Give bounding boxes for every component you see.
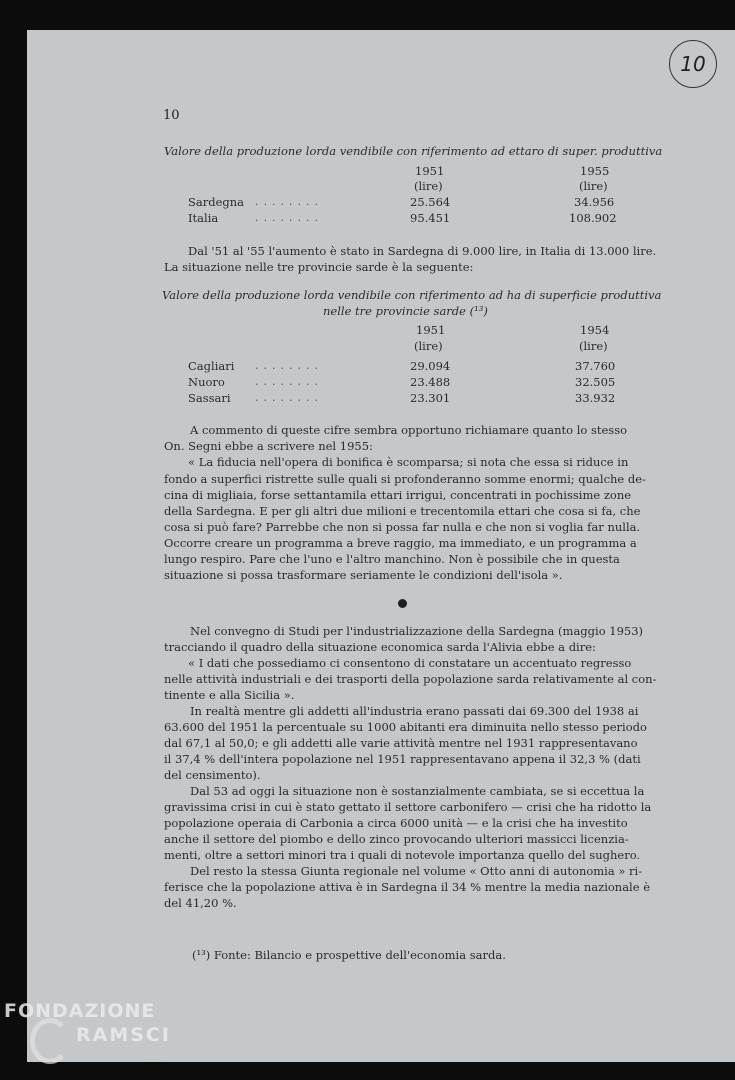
table1-row-value2: 108.902 (569, 211, 617, 225)
table2-col2-year: 1954 (580, 323, 610, 337)
text-line: Del resto la stessa Giunta regionale nel volume « Otto anni di autonomia » ri- (190, 864, 643, 878)
table2-row-leader: ........ (255, 391, 323, 404)
table2-row-value1: 23.301 (410, 391, 451, 405)
text-line: menti, oltre a settori minori tra i quali di notevole importanza quello del sughero. (164, 848, 641, 862)
table2-row-value1: 23.488 (410, 375, 451, 389)
table2-title-line2: nelle tre provincie sarde (¹³) (323, 304, 488, 318)
table1-col1-unit: (lire) (414, 179, 443, 193)
text-line: della Sardegna. E per gli altri due milioni e trecentomila ettari che cosa si fa, che (164, 504, 641, 518)
table1-row-value1: 25.564 (410, 195, 451, 209)
text-line: In realtà mentre gli addetti all'industria erano passati dai 69.300 del 1938 ai (190, 704, 639, 718)
table1-col1-year: 1951 (415, 164, 445, 178)
table2-row-label: Nuoro (188, 375, 225, 389)
watermark-suffix: onlus (146, 1052, 171, 1062)
text-line: La situazione nelle tre provincie sarde è la seguente: (164, 260, 474, 274)
text-line: fondo a superfici ristrette sulle quali si profonderanno somme enormi; qualche de- (164, 472, 646, 486)
table1-row-leader: ........ (255, 211, 323, 224)
text-line: A commento di queste cifre sembra opportuno richiamare quanto lo stesso (190, 423, 628, 437)
text-line: Dal '51 al '55 l'aumento è stato in Sardegna di 9.000 lire, in Italia di 13.000 lire. (188, 244, 657, 258)
text-line: Dal 53 ad oggi la situazione non è sostanzialmente cambiata, se si eccettua la (190, 784, 645, 798)
text-line: il 37,4 % dell'intera popolazione nel 1951 rappresentavano appena il 32,3 % (dati (164, 752, 641, 766)
table1-row-label: Sardegna (188, 195, 245, 209)
table1-row-value2: 34.956 (574, 195, 615, 209)
handwritten-page-number: 10 (669, 40, 717, 88)
table2-row-value1: 29.094 (410, 359, 451, 373)
table1-col2-unit: (lire) (579, 179, 608, 193)
footnote: (¹³) Fonte: Bilancio e prospettive dell'economia sarda. (192, 948, 506, 962)
text-line: nelle attività industriali e dei trasporti della popolazione sarda relativamente al con- (164, 672, 657, 686)
text-line: cosa si può fare? Parrebbe che non si possa far nulla e che non si voglia far nulla. (164, 520, 641, 534)
table2-title: Valore della produzione lorda vendibile con riferimento ad ha di superficie produttiva (162, 288, 662, 302)
watermark-logo-line2: RAMSCI (76, 1024, 171, 1046)
text-line: lungo respiro. Pare che l'uno e l'altro manchino. Non è possibile che in questa (164, 552, 620, 566)
document-page (27, 30, 735, 1062)
text-line: gravissima crisi in cui è stato gettato il settore carbonifero — crisi che ha ridotto la (164, 800, 652, 814)
text-line: Occorre creare un programma a breve raggio, ma immediato, e un programma a (164, 536, 637, 550)
table2-row-label: Sassari (188, 391, 231, 405)
text-line: On. Segni ebbe a scrivere nel 1955: (164, 439, 373, 453)
table2-col1-year: 1951 (416, 323, 446, 337)
table1-title: Valore della produzione lorda vendibile con riferimento ad ettaro di super. produttiva (164, 144, 663, 158)
text-line: del 41,20 %. (164, 896, 237, 910)
table2-row-value2: 37.760 (575, 359, 616, 373)
text-line: 63.600 del 1951 la percentuale su 1000 abitanti era diminuita nello stesso periodo (164, 720, 647, 734)
text-line: situazione si possa trasformare seriamente le condizioni dell'isola ». (164, 568, 563, 582)
table2-row-leader: ........ (255, 359, 323, 372)
text-line: popolazione operaia di Carbonia a circa 6000 unità — e la crisi che ha investito (164, 816, 628, 830)
watermark-logo-line1: FONDAZIONE (4, 1000, 156, 1022)
table2-row-label: Cagliari (188, 359, 235, 373)
page-number: 10 (163, 108, 180, 123)
text-line: « La fiducia nell'opera di bonifica è scomparsa; si nota che essa si riduce in (188, 455, 629, 469)
table2-row-value2: 33.932 (575, 391, 616, 405)
table1-row-label: Italia (188, 211, 219, 225)
text-line: ferisce che la popolazione attiva è in Sardegna il 34 % mentre la media nazionale è (164, 880, 650, 894)
text-line: Nel convegno di Studi per l'industrializzazione della Sardegna (maggio 1953) (190, 624, 644, 638)
table1-row-value1: 95.451 (410, 211, 451, 225)
text-line: dal 67,1 al 50,0; e gli addetti alle varie attività mentre nel 1931 rappresentavano (164, 736, 638, 750)
table2-col2-unit: (lire) (579, 339, 608, 353)
text-line: tinente e alla Sicilia ». (164, 688, 295, 702)
text-line: « I dati che possediamo ci consentono di constatare un accentuato regresso (188, 656, 632, 670)
text-line: del censimento). (164, 768, 261, 782)
section-separator-dot (398, 599, 407, 608)
table2-row-leader: ........ (255, 375, 323, 388)
text-line: anche il settore del piombo e dello zinco provocando ulteriori massicci licenzia- (164, 832, 629, 846)
table2-row-value2: 32.505 (575, 375, 616, 389)
watermark-g-icon (30, 1018, 70, 1064)
text-line: cina di migliaia, forse settantamila ettari irrigui, concentrati in pochissime zone (164, 488, 632, 502)
table1-col2-year: 1955 (580, 164, 610, 178)
table2-col1-unit: (lire) (414, 339, 443, 353)
table1-row-leader: ........ (255, 195, 323, 208)
text-line: tracciando il quadro della situazione economica sarda l'Alivia ebbe a dire: (164, 640, 596, 654)
